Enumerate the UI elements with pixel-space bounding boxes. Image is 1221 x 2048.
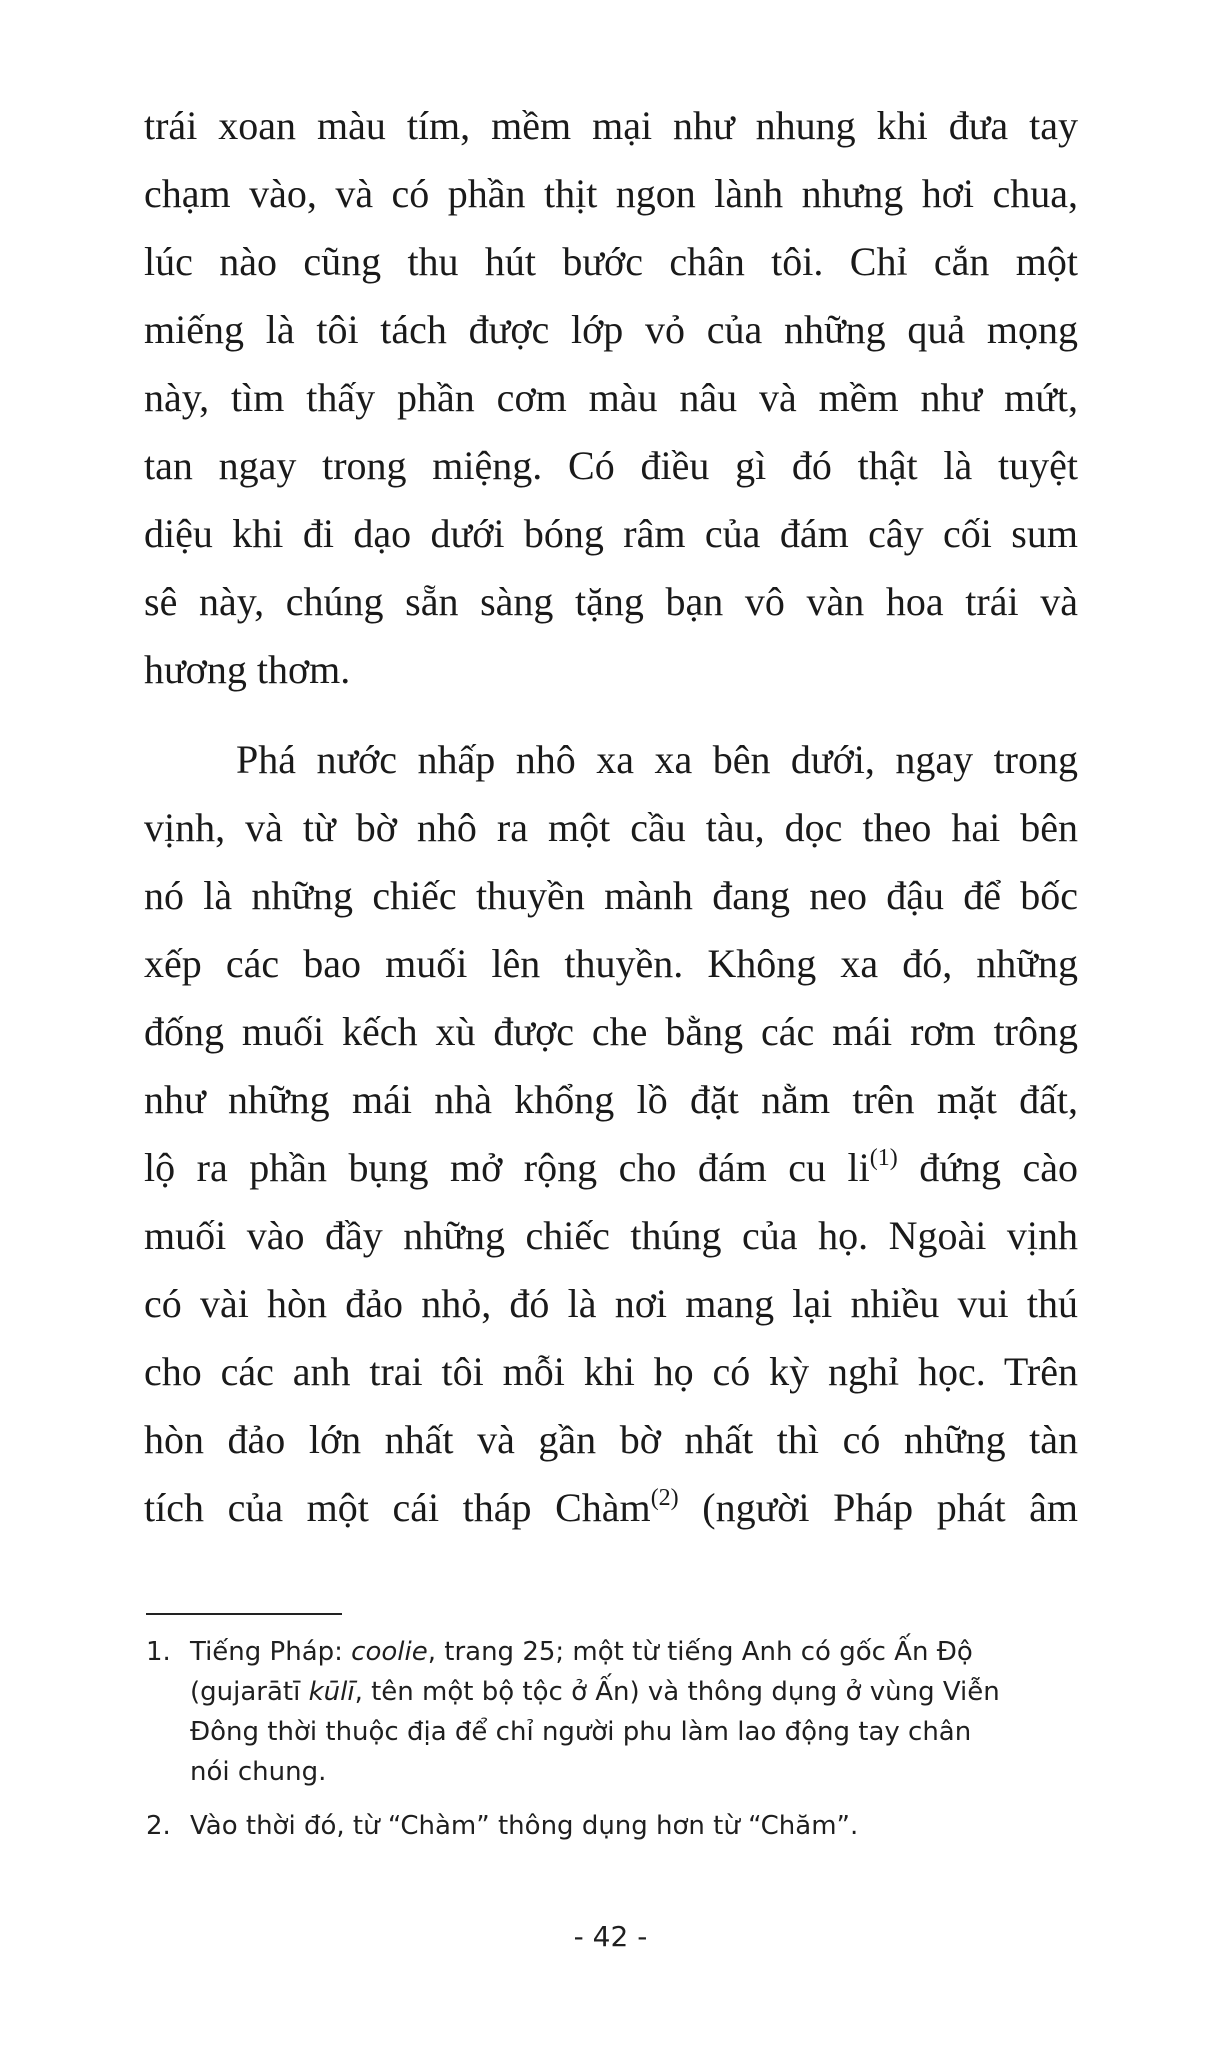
text-line: diệu khi đi dạo dưới bóng râm của đám cây cối sum: [144, 511, 1078, 556]
text-line: tan ngay trong miệng. Có điều gì đó thật là tuyệt: [144, 443, 1078, 488]
footnote-line: Đông thời thuộc địa để chỉ người phu làm lao động tay chân: [190, 1717, 972, 1747]
text-line: có vài hòn đảo nhỏ, đó là nơi mang lại nhiều vui thú: [144, 1281, 1078, 1326]
footnote-ref-1: (1): [869, 1145, 898, 1171]
paragraph-gap: [144, 704, 1078, 726]
footnote-number: 1.: [146, 1637, 171, 1667]
text-line: miếng là tôi tách được lớp vỏ của những quả mọng: [144, 307, 1078, 352]
text-line: cho các anh trai tôi mỗi khi họ có kỳ nghỉ học. Trên: [144, 1349, 1078, 1394]
text-line: hương thơm.: [144, 647, 351, 692]
text-line: xếp các bao muối lên thuyền. Không xa đó, những: [144, 941, 1078, 986]
text-segment: (người Pháp phát âm: [678, 1485, 1079, 1530]
footnote-number: 2.: [146, 1811, 171, 1841]
text-line: chạm vào, và có phần thịt ngon lành nhưng hơi chua,: [144, 171, 1078, 216]
page-number: - 42 -: [573, 1920, 648, 1953]
footnote-2: [146, 1806, 1080, 1846]
text-line: đống muối kếch xù được che bằng các mái rơm trông: [144, 1009, 1078, 1054]
footnote-line: Tiếng Pháp: coolie, trang 25; một từ tiếng Anh có gốc Ấn Độ: [190, 1637, 973, 1667]
text-line: này, tìm thấy phần cơm màu nâu và mềm như mứt,: [144, 375, 1078, 420]
footnote-divider: [146, 1613, 342, 1615]
footnote-line: nói chung.: [190, 1757, 327, 1787]
footnotes: [146, 1632, 1080, 1846]
text-line: muối vào đầy những chiếc thúng của họ. Ngoài vịnh: [144, 1213, 1078, 1258]
footnote-1: [146, 1632, 1080, 1792]
text-line: sê này, chúng sẵn sàng tặng bạn vô vàn hoa trái và: [144, 579, 1078, 624]
text-segment: tích của một cái tháp Chàm: [144, 1485, 651, 1530]
text-line: hòn đảo lớn nhất và gần bờ nhất thì có những tàn: [144, 1417, 1078, 1462]
text-line: [144, 1474, 1078, 1542]
text-line: lúc nào cũng thu hút bước chân tôi. Chỉ cắn một: [144, 239, 1078, 284]
body-text: [144, 92, 1078, 1542]
text-line: trái xoan màu tím, mềm mại như nhung khi đưa tay: [144, 103, 1078, 148]
text-segment: đứng cào: [897, 1145, 1079, 1190]
text-line: nó là những chiếc thuyền mành đang neo đậu để bốc: [144, 873, 1078, 918]
footnote-ref-2: (2): [650, 1485, 679, 1511]
text-line: [144, 1134, 1078, 1202]
footnote-line: Vào thời đó, từ “Chàm” thông dụng hơn từ “Chăm”.: [190, 1811, 859, 1841]
text-segment: lộ ra phần bụng mở rộng cho đám cu li: [144, 1145, 870, 1190]
text-line: Phá nước nhấp nhô xa xa bên dưới, ngay trong: [236, 737, 1078, 782]
footnote-line: (gujarātī kūlī, tên một bộ tộc ở Ấn) và thông dụng ở vùng Viễn: [190, 1677, 1000, 1707]
text-line: như những mái nhà khổng lồ đặt nằm trên mặt đất,: [144, 1077, 1078, 1122]
text-line: vịnh, và từ bờ nhô ra một cầu tàu, dọc theo hai bên: [144, 805, 1078, 850]
